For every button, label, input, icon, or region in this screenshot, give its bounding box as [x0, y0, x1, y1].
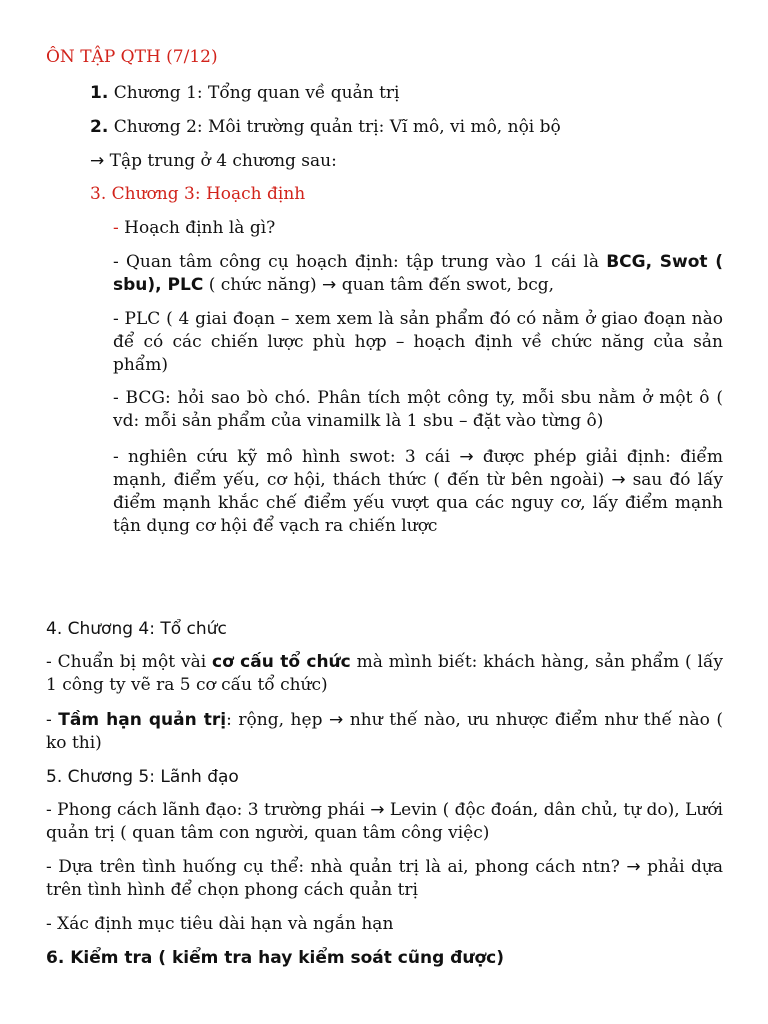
ch3-point-2 [113, 251, 723, 297]
text-run: quan tâm đến swot, bcg, [336, 275, 555, 295]
ch5-point-1 [46, 799, 723, 845]
chapter-1-text: Chương 1: Tổng quan về quản trị [108, 83, 400, 103]
ch5-point-3: - Xác định mục tiêu dài hạn và ngắn hạn [46, 914, 394, 934]
text-run: - Phong cách lãnh đạo: 3 trường phái [46, 800, 371, 820]
text-run: : rộng, hẹp [226, 710, 330, 730]
chapter-2-text: Chương 2: Môi trường quản trị: Vĩ mô, vi mô, nội bộ [108, 117, 561, 137]
ch3-point-1-text: Hoạch định là gì? [118, 218, 276, 238]
chapter-4-heading: 4. Chương 4: Tổ chức [46, 619, 227, 639]
arrow-right-icon: → [459, 447, 474, 467]
focus-text: Tập trung ở 4 chương sau: [104, 151, 337, 171]
bullet-dash: - [113, 218, 119, 238]
chapter-6-heading: 6. Kiểm tra ( kiểm tra hay kiểm soát cũng được) [46, 948, 504, 968]
text-run: phải dựa trên tình hình để chọn phong cách quản trị [46, 857, 723, 900]
text-run: - [46, 710, 59, 730]
ch3-point-4: - BCG: hỏi sao bò chó. Phân tích một công ty, mỗi sbu nằm ở một ô ( vd: mỗi sản phẩm của vinamilk là 1 sbu – đặt vào từng ô) [113, 388, 723, 431]
text-run: - Chuẩn bị một vài [46, 652, 213, 672]
chapter-1-item [90, 83, 400, 103]
bold-text: Tầm hạn quản trị [58, 710, 227, 730]
text-run: như thế nào, ưu nhược điểm như thế nào ( ko thi) [46, 710, 723, 753]
ch3-point-1 [113, 218, 275, 238]
focus-note [90, 151, 337, 171]
chapter-5-heading: 5. Chương 5: Lãnh đạo [46, 767, 239, 787]
text-run: - Dựa trên tình huống cụ thể: nhà quản trị là ai, phong cách ntn? [46, 857, 627, 877]
arrow-right-icon: → [611, 470, 626, 490]
ch3-point-3: - PLC ( 4 giai đoạn – xem xem là sản phẩm đó có nằm ở giao đoạn nào để có các chiến lược phù hợp – hoạch định về chức năng của sản phẩm) [113, 309, 723, 375]
text-run: mà mình biết: khách hàng, sản phẩm ( lấy 1 công ty vẽ ra 5 cơ cấu tổ chức) [46, 652, 724, 695]
text-run: - Quan tâm công cụ hoạch định: tập trung vào 1 cái là [113, 252, 607, 272]
text-run: ( chức năng) [203, 275, 323, 295]
ch3-point-5 [113, 446, 723, 538]
bold-text: BCG, Swot ( sbu), PLC [113, 252, 723, 295]
arrow-right-icon: → [90, 151, 105, 171]
chapter-3-heading: 3. Chương 3: Hoạch định [90, 184, 306, 204]
arrow-right-icon: → [370, 800, 385, 820]
arrow-right-icon: → [626, 857, 641, 877]
list-number: 1. [90, 83, 109, 103]
text-run: - nghiên cứu kỹ mô hình swot: 3 cái [113, 447, 460, 467]
text-run: Levin ( độc đoán, dân chủ, tự do), Lưới quản trị ( quan tâm con người, quan tâm công việc) [46, 800, 723, 843]
bold-text: cơ cấu tổ chức [212, 652, 351, 672]
ch5-point-2 [46, 856, 723, 902]
arrow-right-icon: → [322, 275, 337, 295]
arrow-right-icon: → [329, 710, 344, 730]
list-number: 2. [90, 117, 109, 137]
document-title: ÔN TẬP QTH (7/12) [46, 47, 218, 67]
text-run: sau đó lấy điểm mạnh khắc chế điểm yếu vượt qua các nguy cơ, lấy điểm mạnh tận dụng cơ hội để vạch ra chiến lược [113, 470, 723, 536]
chapter-2-item [90, 117, 561, 137]
ch4-point-1 [46, 651, 723, 697]
ch4-point-2 [46, 709, 723, 755]
text-run: được phép giải định: điểm mạnh, điểm yếu, cơ hội, thách thức ( đến từ bên ngoài) [113, 447, 723, 490]
